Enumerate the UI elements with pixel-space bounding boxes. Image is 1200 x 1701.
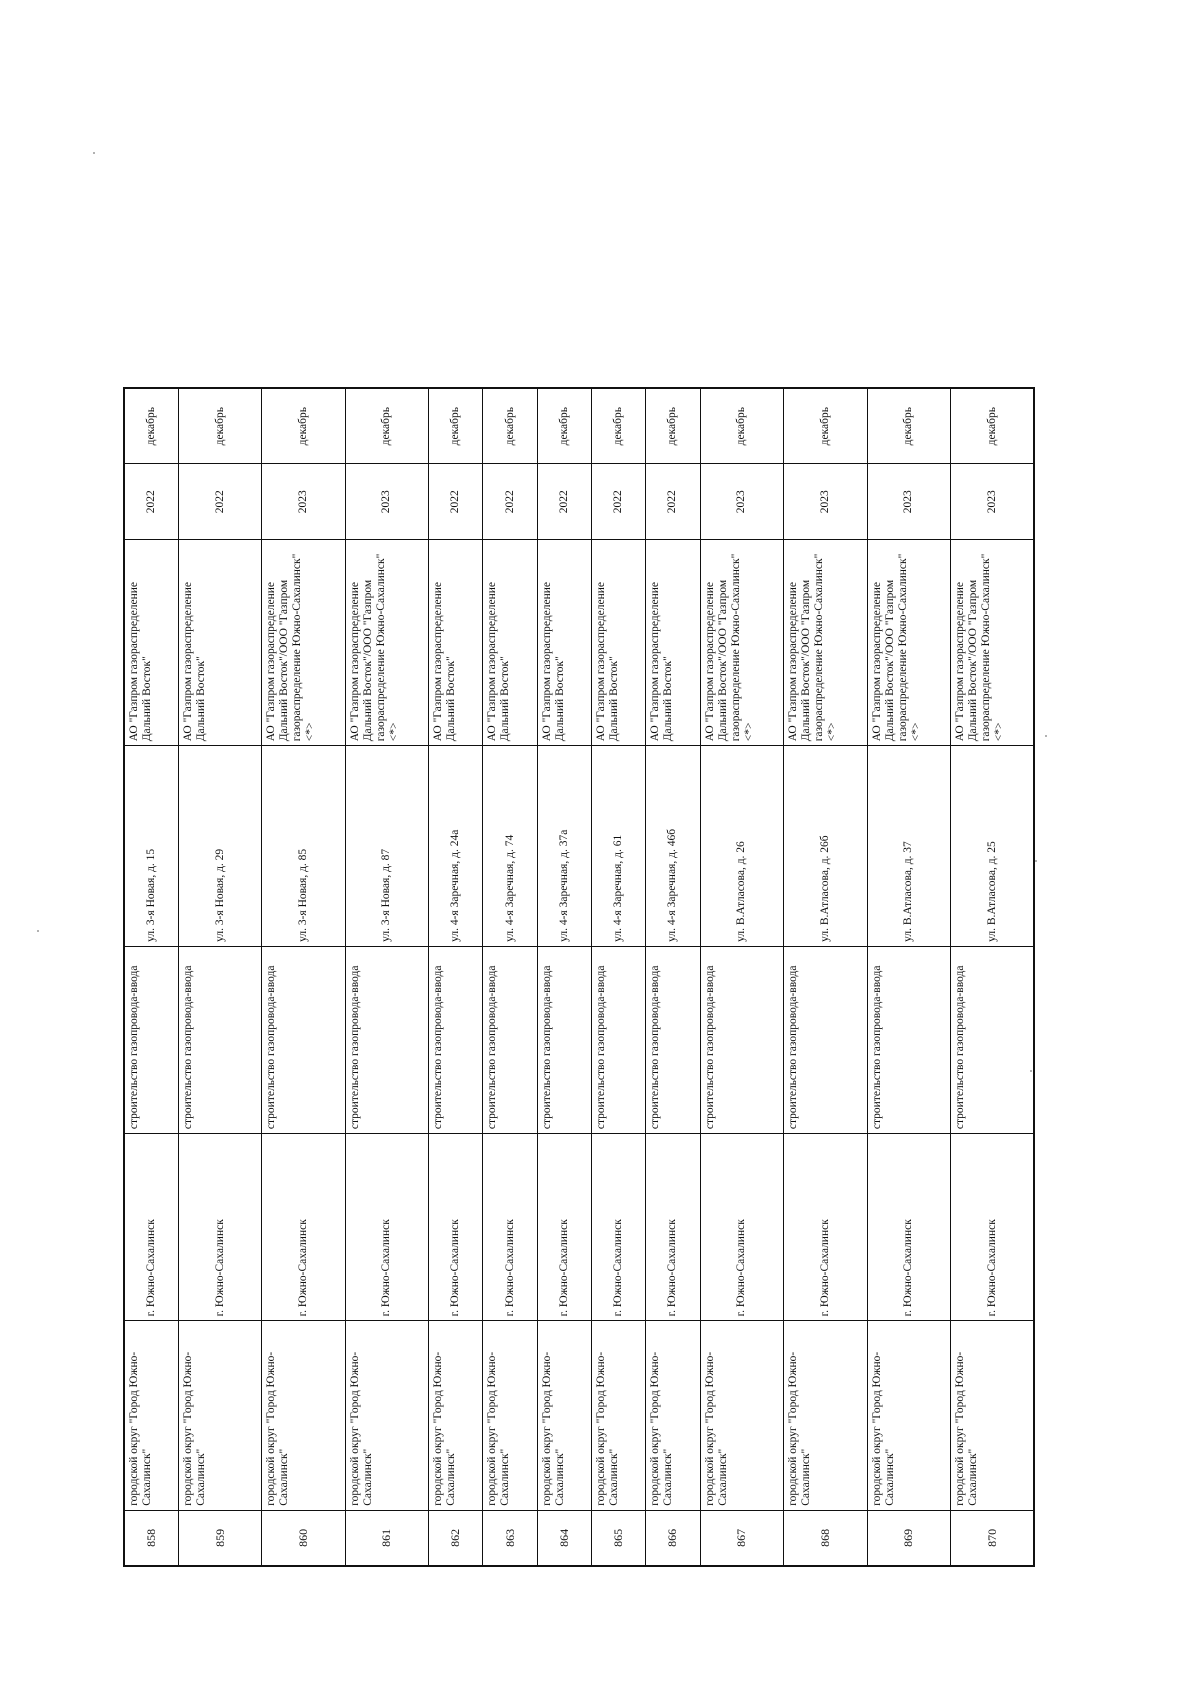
year-cell: 2022: [124, 464, 178, 540]
row-number: 866: [646, 1510, 700, 1566]
work-type-cell: строительство газопровода-ввода: [700, 946, 783, 1133]
row-number: 861: [345, 1510, 428, 1566]
work-type-cell: строительство газопровода-ввода: [646, 946, 700, 1133]
table-row: [483, 388, 537, 1566]
address-cell: ул. В.Атласова, д. 26б: [784, 746, 867, 947]
address-cell: ул. 3-я Новая, д. 29: [178, 746, 261, 947]
settlement-cell: г. Южно-Сахалинск: [483, 1134, 537, 1321]
row-number: 864: [537, 1510, 591, 1566]
month-cell: декабрь: [646, 388, 700, 464]
address-cell: ул. В.Атласова, д. 25: [951, 746, 1035, 947]
row-number: 868: [784, 1510, 867, 1566]
month-cell: декабрь: [867, 388, 950, 464]
month-cell: декабрь: [537, 388, 591, 464]
work-type-cell: строительство газопровода-ввода: [537, 946, 591, 1133]
settlement-cell: г. Южно-Сахалинск: [592, 1134, 646, 1321]
operator-cell: АО "Газпром газораспределение Дальний Восток": [124, 540, 178, 746]
address-cell: ул. 4-я Заречная, д. 24а: [429, 746, 483, 947]
row-number: 859: [178, 1510, 261, 1566]
settlement-cell: г. Южно-Сахалинск: [345, 1134, 428, 1321]
year-cell: 2023: [867, 464, 950, 540]
scan-speck: [37, 930, 39, 932]
work-type-cell: строительство газопровода-ввода: [784, 946, 867, 1133]
gas-connection-table: [123, 387, 1035, 1567]
municipality-cell: городской округ "Город Южно-Сахалинск": [951, 1321, 1035, 1510]
operator-cell: АО "Газпром газораспределение Дальний Восток": [592, 540, 646, 746]
address-cell: ул. 4-я Заречная, д. 61: [592, 746, 646, 947]
year-cell: 2022: [483, 464, 537, 540]
operator-cell: АО "Газпром газораспределение Дальний Восток"/ООО "Газпром газораспределение Южно-Сахалинск" <*>: [951, 540, 1035, 746]
work-type-cell: строительство газопровода-ввода: [124, 946, 178, 1133]
settlement-cell: г. Южно-Сахалинск: [124, 1134, 178, 1321]
municipality-cell: городской округ "Город Южно-Сахалинск": [700, 1321, 783, 1510]
year-cell: 2023: [700, 464, 783, 540]
municipality-cell: городской округ "Город Южно-Сахалинск": [483, 1321, 537, 1510]
municipality-cell: городской округ "Город Южно-Сахалинск": [345, 1321, 428, 1510]
table-body: [124, 388, 1034, 1566]
table-row: [784, 388, 867, 1566]
row-number: 863: [483, 1510, 537, 1566]
table-row: [700, 388, 783, 1566]
operator-cell: АО "Газпром газораспределение Дальний Восток"/ООО "Газпром газораспределение Южно-Сахалинск" <*>: [700, 540, 783, 746]
municipality-cell: городской округ "Город Южно-Сахалинск": [178, 1321, 261, 1510]
address-cell: ул. 3-я Новая, д. 85: [262, 746, 345, 947]
municipality-cell: городской округ "Город Южно-Сахалинск": [429, 1321, 483, 1510]
row-number: 865: [592, 1510, 646, 1566]
settlement-cell: г. Южно-Сахалинск: [537, 1134, 591, 1321]
table-row: [429, 388, 483, 1566]
operator-cell: АО "Газпром газораспределение Дальний Восток": [178, 540, 261, 746]
operator-cell: АО "Газпром газораспределение Дальний Восток"/ООО "Газпром газораспределение Южно-Сахалинск" <*>: [784, 540, 867, 746]
month-cell: декабрь: [429, 388, 483, 464]
address-cell: ул. 3-я Новая, д. 87: [345, 746, 428, 947]
municipality-cell: городской округ "Город Южно-Сахалинск": [784, 1321, 867, 1510]
table-row: [646, 388, 700, 1566]
row-number: 862: [429, 1510, 483, 1566]
month-cell: декабрь: [124, 388, 178, 464]
settlement-cell: г. Южно-Сахалинск: [784, 1134, 867, 1321]
settlement-cell: г. Южно-Сахалинск: [178, 1134, 261, 1321]
municipality-cell: городской округ "Город Южно-Сахалинск": [537, 1321, 591, 1510]
scan-speck: [1030, 1070, 1032, 1072]
address-cell: ул. 4-я Заречная, д. 37а: [537, 746, 591, 947]
table-row: [592, 388, 646, 1566]
scan-speck: [93, 152, 95, 154]
operator-cell: АО "Газпром газораспределение Дальний Восток": [429, 540, 483, 746]
year-cell: 2023: [345, 464, 428, 540]
month-cell: декабрь: [592, 388, 646, 464]
scan-speck: [1035, 860, 1037, 862]
row-number: 869: [867, 1510, 950, 1566]
settlement-cell: г. Южно-Сахалинск: [646, 1134, 700, 1321]
operator-cell: АО "Газпром газораспределение Дальний Восток": [483, 540, 537, 746]
month-cell: декабрь: [262, 388, 345, 464]
rotated-table-container: [123, 387, 1035, 1567]
work-type-cell: строительство газопровода-ввода: [429, 946, 483, 1133]
address-cell: ул. 4-я Заречная, д. 46б: [646, 746, 700, 947]
operator-cell: АО "Газпром газораспределение Дальний Восток"/ООО "Газпром газораспределение Южно-Сахалинск" <*>: [345, 540, 428, 746]
table-row: [537, 388, 591, 1566]
municipality-cell: городской округ "Город Южно-Сахалинск": [867, 1321, 950, 1510]
table-row: [345, 388, 428, 1566]
municipality-cell: городской округ "Город Южно-Сахалинск": [262, 1321, 345, 1510]
month-cell: декабрь: [784, 388, 867, 464]
year-cell: 2022: [178, 464, 261, 540]
table-row: [124, 388, 178, 1566]
month-cell: декабрь: [483, 388, 537, 464]
month-cell: декабрь: [700, 388, 783, 464]
address-cell: ул. В.Атласова, д. 26: [700, 746, 783, 947]
settlement-cell: г. Южно-Сахалинск: [262, 1134, 345, 1321]
year-cell: 2023: [262, 464, 345, 540]
table-row: [178, 388, 261, 1566]
year-cell: 2023: [951, 464, 1035, 540]
row-number: 870: [951, 1510, 1035, 1566]
year-cell: 2022: [537, 464, 591, 540]
operator-cell: АО "Газпром газораспределение Дальний Восток": [646, 540, 700, 746]
month-cell: декабрь: [178, 388, 261, 464]
operator-cell: АО "Газпром газораспределение Дальний Восток"/ООО "Газпром газораспределение Южно-Сахалинск" <*>: [867, 540, 950, 746]
work-type-cell: строительство газопровода-ввода: [262, 946, 345, 1133]
table-row: [867, 388, 950, 1566]
work-type-cell: строительство газопровода-ввода: [483, 946, 537, 1133]
work-type-cell: строительство газопровода-ввода: [867, 946, 950, 1133]
address-cell: ул. 4-я Заречная, д. 74: [483, 746, 537, 947]
year-cell: 2022: [429, 464, 483, 540]
settlement-cell: г. Южно-Сахалинск: [700, 1134, 783, 1321]
work-type-cell: строительство газопровода-ввода: [178, 946, 261, 1133]
municipality-cell: городской округ "Город Южно-Сахалинск": [592, 1321, 646, 1510]
scan-speck: [1045, 735, 1047, 737]
municipality-cell: городской округ "Город Южно-Сахалинск": [646, 1321, 700, 1510]
year-cell: 2023: [784, 464, 867, 540]
operator-cell: АО "Газпром газораспределение Дальний Восток": [537, 540, 591, 746]
table-row: [951, 388, 1035, 1566]
row-number: 858: [124, 1510, 178, 1566]
work-type-cell: строительство газопровода-ввода: [345, 946, 428, 1133]
table-row: [262, 388, 345, 1566]
row-number: 860: [262, 1510, 345, 1566]
settlement-cell: г. Южно-Сахалинск: [429, 1134, 483, 1321]
settlement-cell: г. Южно-Сахалинск: [867, 1134, 950, 1321]
work-type-cell: строительство газопровода-ввода: [951, 946, 1035, 1133]
month-cell: декабрь: [951, 388, 1035, 464]
month-cell: декабрь: [345, 388, 428, 464]
municipality-cell: городской округ "Город Южно-Сахалинск": [124, 1321, 178, 1510]
row-number: 867: [700, 1510, 783, 1566]
operator-cell: АО "Газпром газораспределение Дальний Восток"/ООО "Газпром газораспределение Южно-Сахалинск" <*>: [262, 540, 345, 746]
address-cell: ул. В.Атласова, д. 37: [867, 746, 950, 947]
year-cell: 2022: [592, 464, 646, 540]
settlement-cell: г. Южно-Сахалинск: [951, 1134, 1035, 1321]
work-type-cell: строительство газопровода-ввода: [592, 946, 646, 1133]
year-cell: 2022: [646, 464, 700, 540]
address-cell: ул. 3-я Новая, д. 15: [124, 746, 178, 947]
